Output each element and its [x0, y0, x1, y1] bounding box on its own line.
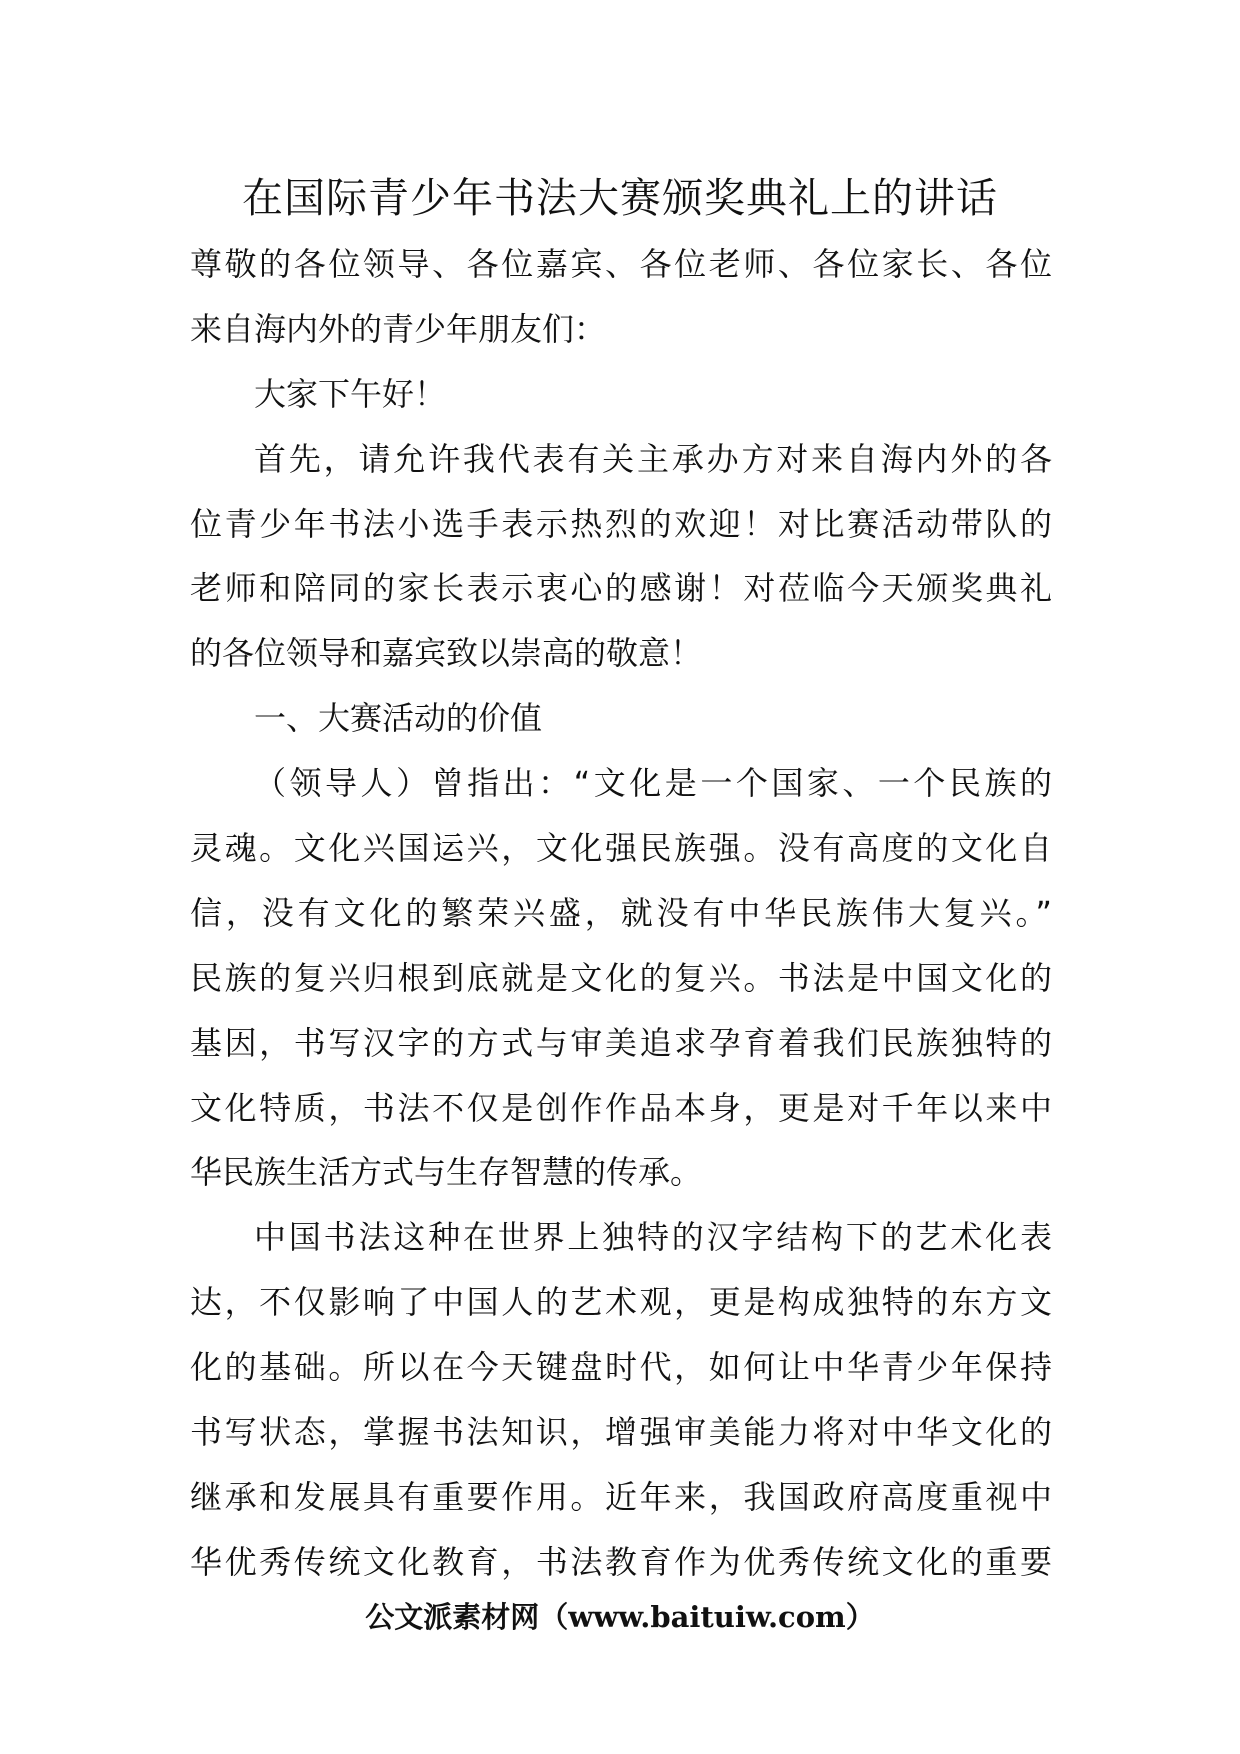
body-line: 华优秀传统文化教育，书法教育作为优秀传统文化的重要	[190, 1542, 1052, 1581]
document-title: 在国际青少年书法大赛颁奖典礼上的讲话	[242, 174, 998, 222]
body-line: 灵魂。文化兴国运兴，文化强民族强。没有高度的文化自	[190, 829, 1052, 868]
document-body	[190, 232, 1052, 1595]
body-line: 书写状态，掌握书法知识，增强审美能力将对中华文化的	[190, 1413, 1052, 1452]
body-line: 来自海内外的青少年朋友们：	[190, 309, 607, 348]
body-line: 大家下午好！	[254, 374, 447, 413]
body-line: 中国书法这种在世界上独特的汉字结构下的艺术化表	[254, 1218, 1052, 1257]
body-line: 民族的复兴归根到底就是文化的复兴。书法是中国文化的	[190, 958, 1052, 997]
body-line: 信，没有文化的繁荣兴盛，就没有中华民族伟大复兴。”	[190, 893, 1052, 932]
body-line: 达，不仅影响了中国人的艺术观，更是构成独特的东方文	[190, 1283, 1052, 1322]
body-line: 一、大赛活动的价值	[254, 699, 543, 738]
body-line: 尊敬的各位领导、各位嘉宾、各位老师、各位家长、各位	[190, 245, 1052, 283]
footer-watermark: 公文派素材网（www.baituiw.com）	[365, 1600, 875, 1634]
body-line: 老师和陪同的家长表示衷心的感谢！对莅临今天颁奖典礼	[190, 569, 1052, 608]
body-line: （领导人）曾指出：“文化是一个国家、一个民族的	[254, 764, 1052, 803]
body-line: 基因，书写汉字的方式与审美追求孕育着我们民族独特的	[190, 1023, 1052, 1062]
body-line: 首先，请允许我代表有关主承办方对来自海内外的各	[254, 439, 1052, 478]
body-line: 的各位领导和嘉宾致以崇高的敬意！	[190, 634, 703, 673]
body-line: 继承和发展具有重要作用。近年来，我国政府高度重视中	[190, 1477, 1052, 1516]
body-line: 华民族生活方式与生存智慧的传承。	[190, 1153, 703, 1192]
body-line: 文化特质，书法不仅是创作作品本身，更是对千年以来中	[190, 1088, 1052, 1127]
body-line: 位青少年书法小选手表示热烈的欢迎！对比赛活动带队的	[190, 504, 1052, 543]
body-line: 化的基础。所以在今天键盘时代，如何让中华青少年保持	[190, 1348, 1052, 1387]
